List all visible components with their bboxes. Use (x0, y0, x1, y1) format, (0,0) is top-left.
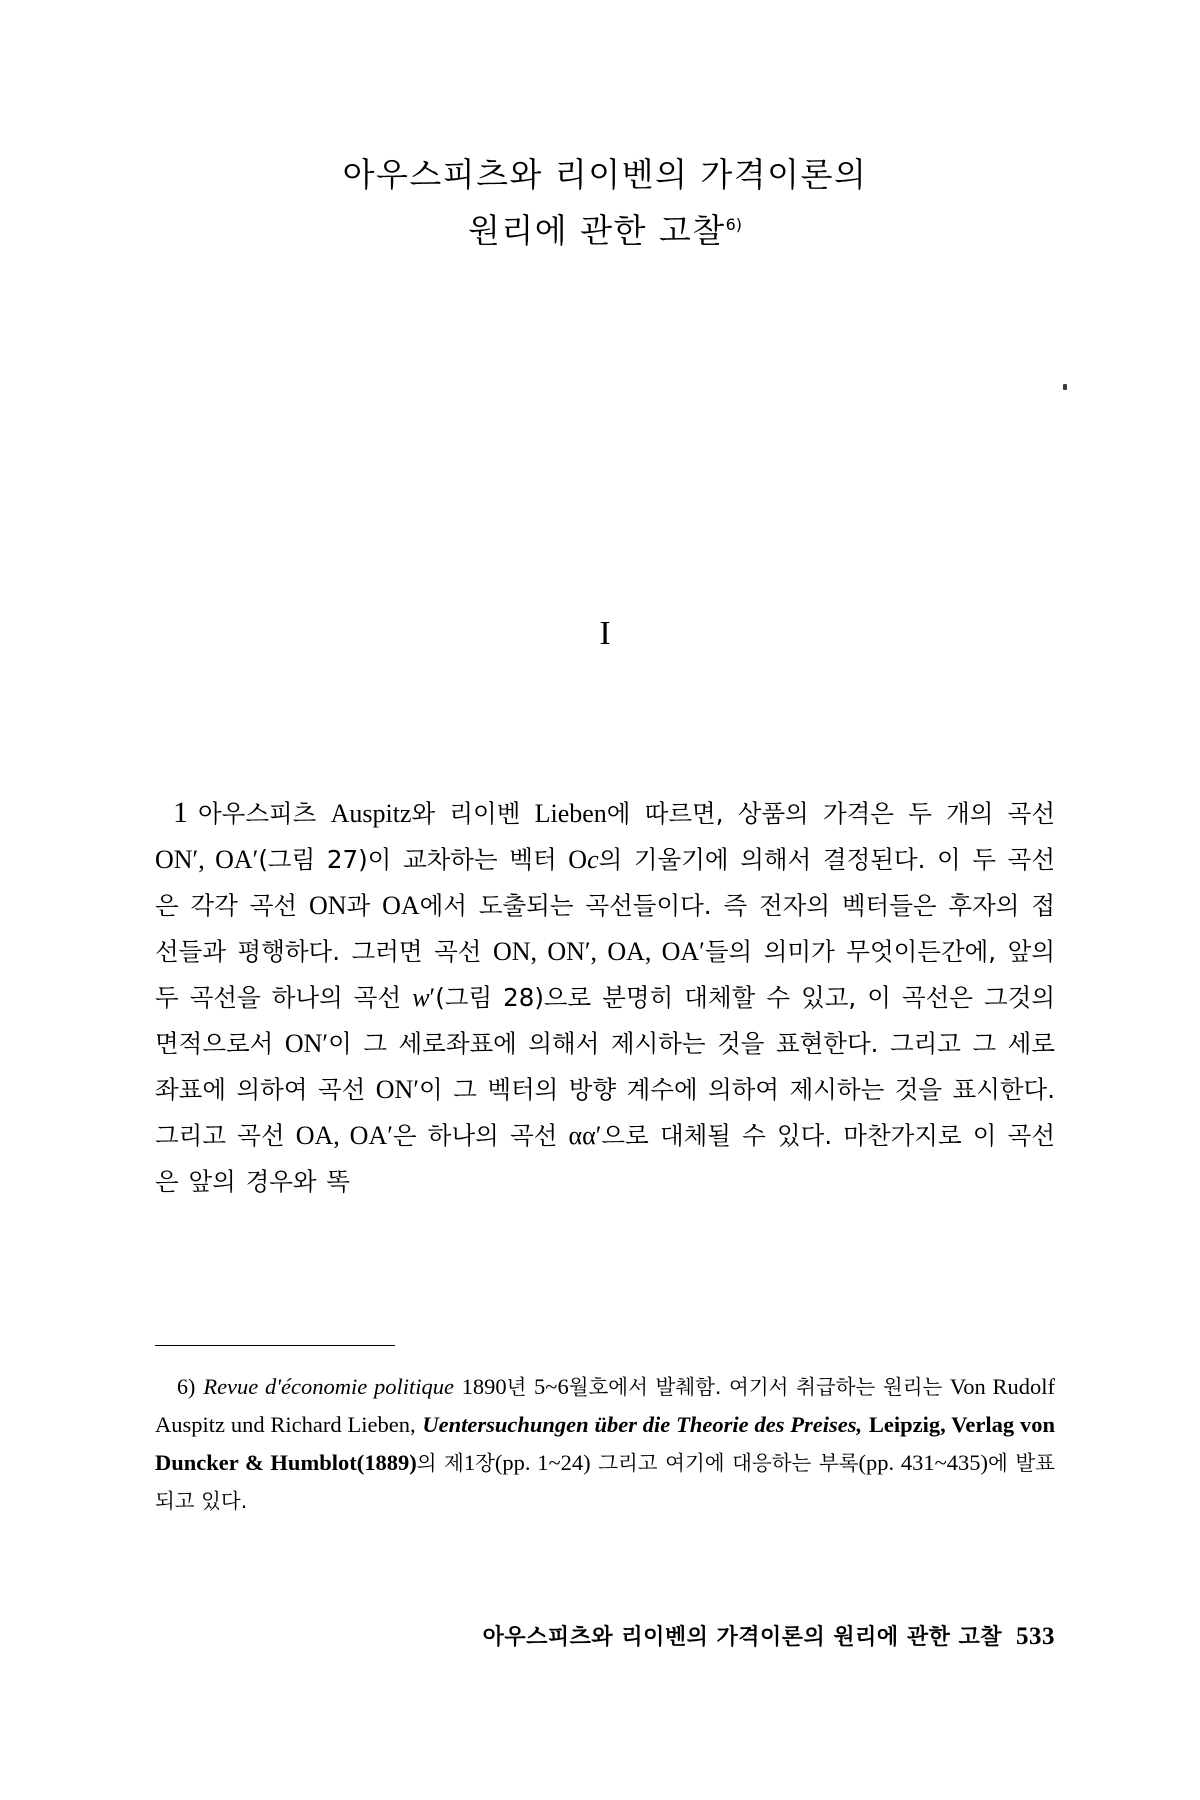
footnote-text: Revue d'économie politique 1890년 5~6월호에서 발췌함. 여기서 취급하는 원리는 Von Rudolf Auspitz und Richard Lieben, Uentersuchungen über die Theorie des Preises, Leipzig, Verlag von Duncker & Humblot(1889)의 제1장(pp. 1~24) 그리고 여기에 대응하는 부록(pp. 431~435)에 발표되고 있다. (155, 1374, 1055, 1513)
scan-speck (1063, 384, 1067, 390)
running-footer (155, 1620, 1055, 1651)
page-content (155, 0, 1055, 1800)
section-numeral: I (599, 615, 611, 652)
running-footer-title: 아우스피츠와 리이벤의 가격이론의 원리에 관한 고찰 (482, 1625, 1002, 1650)
footnote-separator (155, 1345, 395, 1346)
paragraph-number: 1 (173, 795, 188, 829)
title-footnote-marker: 6) (725, 215, 743, 234)
title-line-2-text: 원리에 관한 고찰 (467, 211, 726, 250)
page-title (155, 150, 1055, 256)
body-section (155, 765, 1055, 1229)
footnote-number: 6) (177, 1374, 196, 1399)
paragraph-text: 아우스피츠 Auspitz와 리이벤 Lieben에 따르면, 상품의 가격은 두 개의 곡선 ON′, OA′(그림 27)이 교차하는 벡터 Oc의 기울기에 의해서 결정된다. 이 두 곡선은 각각 곡선 ON과 OA에서 도출되는 곡선들이다. 즉 전자의 벡터들은 후자의 접선들과 평행하다. 그러면 곡선 ON, ON′, OA, OA′들의 의미가 무엇이든간에, 앞의 두 곡선을 하나의 곡선 w′(그림 28)으로 분명히 대체할 수 있고, 이 곡선은 그것의 면적으로서 ON′이 그 세로좌표에 의해서 제시하는 것을 표현한다. 그리고 그 세로좌표에 의하여 곡선 ON′이 그 벡터의 방향 계수에 의하여 제시하는 것을 표시한다. 그리고 곡선 OA, OA′은 하나의 곡선 αα′으로 대체될 수 있다. 마찬가지로 이 곡선은 앞의 경우와 똑 (155, 798, 1056, 1196)
title-line-1: 아우스피츠와 리이벤의 가격이론의 (342, 155, 868, 194)
body-paragraph (155, 790, 1055, 1205)
page-number: 533 (1016, 1623, 1055, 1650)
title-line-2 (155, 200, 1055, 256)
footnote (155, 1368, 1055, 1520)
